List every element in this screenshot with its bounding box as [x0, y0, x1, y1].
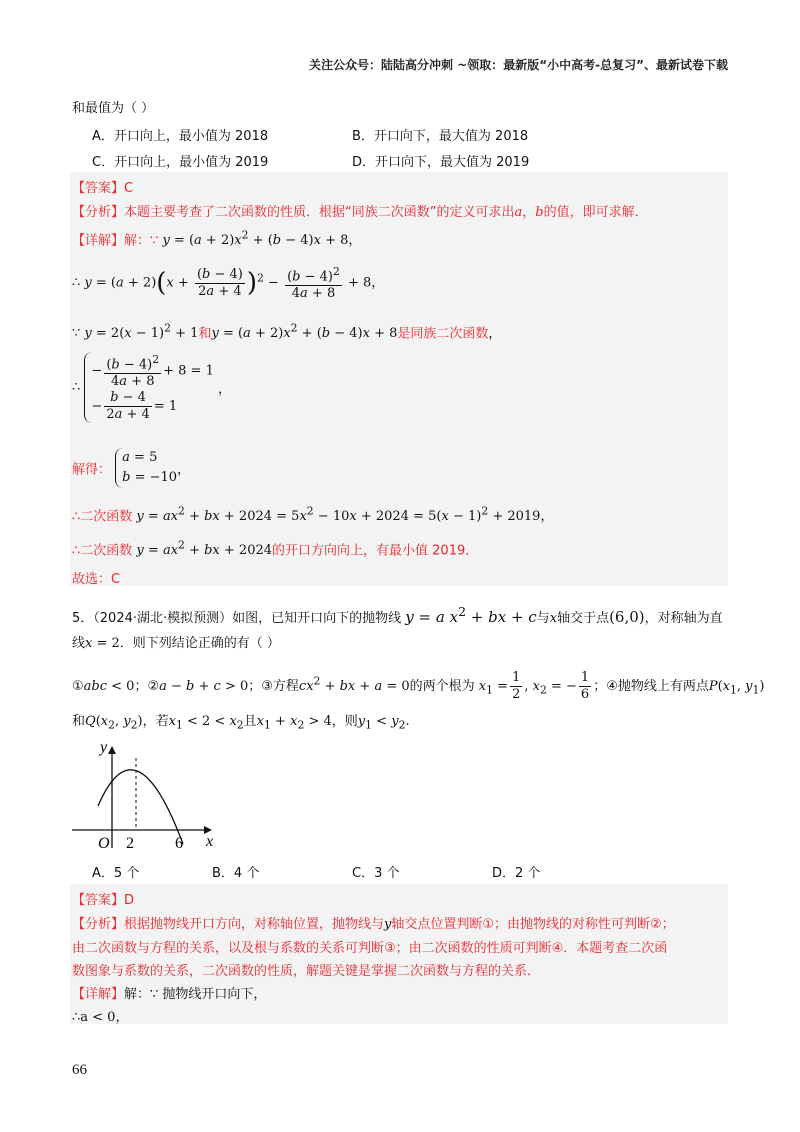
q5-c1: ①: [72, 679, 84, 694]
q4-option-a: A．开口向上，最小值为 2018: [92, 129, 269, 144]
q5-source: （2024·湖北·模拟预测）: [93, 611, 233, 626]
q4-solution: 解得： a = 5 b = −10 ，: [72, 448, 190, 488]
q4-step-3-and: 和: [198, 326, 212, 342]
q4-detail-label: 【详解】: [72, 233, 125, 249]
q4-detail-jie: 解：∵: [124, 233, 159, 249]
q5-text-3: 轴交于点: [557, 611, 610, 626]
q5-stem-line-2: 线x = 2．则下列结论正确的有（ ）: [72, 636, 280, 651]
q5-c8: 且: [243, 714, 257, 729]
q4-step-7-claim: 的开口方向向上，有最小值 2019．: [272, 543, 479, 559]
q5-analysis-line-1: 【分析】根据抛物线开口方向，对称轴位置，抛物线与y轴交点位置判断①；由抛物线的对称性可判断②；: [72, 917, 675, 932]
q5-option-a: A．5 个: [92, 866, 140, 881]
q4-analysis-b: b: [535, 205, 544, 220]
q4-step-7: ∴二次函数 $y = ax^2$ + bx + 2024的开口方向向上，有最小值 2019．: [72, 539, 479, 559]
q5-detail-line: [72, 983, 266, 1002]
q5-answer: 【答案】D: [72, 893, 135, 908]
q4-solution-label: 解得：: [72, 462, 112, 478]
q5-last-line: ∴a < 0，: [72, 1010, 129, 1025]
parabola-graph: [68, 738, 218, 856]
tick-2-label: 2: [126, 835, 134, 852]
q4-analysis: [72, 201, 648, 220]
parabola-curve: [98, 770, 183, 844]
q5-option-c: C．3 个: [352, 866, 400, 881]
q4-tail: 和最值为（ ）: [72, 101, 155, 116]
q4-step-3-claim: 是同族二次函数: [397, 326, 489, 342]
q5-conclusions-line-2: 和$Q(x_2$, $y_2$)，若$x_1 < 2 < x_2$且$x_1 + x_2 > 4$，则$y_1 < y_2$.: [72, 714, 410, 732]
q4-step-3: ∵ $y = 2(x - 1)^2 + 1$和$y = (a + 2)x^2 + (b - 4)x + 8$是同族二次函数，: [72, 322, 502, 342]
q5-c3: ；③方程: [248, 679, 299, 694]
q5-conclusions-line-1: ①abc < 0；②a − b + c > 0；③方程$cx^2$ + bx + a = 0的两个根为 $x_1$ = $\frac{1}{2}$ , $x_2$ = − $\frac{1}{6}$ ；④抛物线上有两点$P(x_1$, $y_1$): [72, 670, 765, 702]
q4-choose: 故选：C: [72, 572, 121, 587]
q5-analysis-1: 【分析】根据抛物线开口方向，对称轴位置，抛物线与: [72, 917, 385, 932]
tick-6-label: 6: [175, 835, 183, 852]
q5-option-b: B．4 个: [212, 866, 260, 881]
origin-label: O: [98, 835, 110, 852]
q4-answer: 【答案】C: [72, 181, 134, 196]
q5-c6: 和: [72, 714, 86, 729]
page-header: 关注公众号：陆陆高分冲刺 ~领取：最新版“小中高考-总复习”、最新试卷下载: [309, 58, 728, 72]
q4-step-6-prefix: ∴二次函数: [72, 509, 133, 525]
q4-equation-2: ∴ y = (a + 2)(x + $\frac{(b - 4)}{2a + 4}$ )$^2$ − $\frac{(b - 4)^2}{4a + 8}$ + 8，: [72, 265, 385, 302]
q4-equation-1: $y = (a + 2)x^2 + (b - 4)x + 8$，: [162, 229, 362, 249]
q5-c5: ；④抛物线上有两点: [593, 679, 709, 694]
q4-system: ∴ − $\frac{(b - 4)^2}{4a + 8}$ + 8 = 1 − $\frac{b - 4}{2a + 4}$ = 1 ，: [72, 353, 232, 423]
q5-line-2b: ．则下列结论正确的有（ ）: [119, 636, 280, 651]
q4-analysis-a: a: [514, 205, 523, 220]
q5-analysis-1b: 轴交点位置判断①；由抛物线的对称性可判断②；: [391, 917, 675, 932]
q4-detail-line: [72, 229, 361, 248]
q5-detail-text: 解：∵ 抛物线开口向下，: [124, 987, 267, 1002]
q4-option-b: B．开口向下，最大值为 2018: [352, 129, 529, 144]
q5-line-2a: 线: [72, 636, 86, 651]
q5-stem-line-1: 5．（2024·湖北·模拟预测）如图，已知开口向下的抛物线 y = a $x^2$ + bx + c与x轴交于点(6,0)，对称轴为直: [72, 604, 723, 626]
q4-analysis-end: 的值，即可求解．: [543, 205, 648, 220]
q5-c9: ，则: [331, 714, 358, 729]
y-axis-arrow: [108, 746, 116, 754]
x-label: x: [206, 833, 214, 850]
q4-analysis-sep: ，: [522, 205, 536, 220]
q5-analysis-line-3: 数图象与系数的关系，二次函数的性质，解题关键是掌握二次函数与方程的关系．: [72, 964, 541, 979]
q4-analysis-text: 【分析】本题主要考查了二次函数的性质．根据“同族二次函数”的定义可求出: [72, 205, 515, 220]
q5-analysis-line-2: 由二次函数与方程的关系，以及根与系数的关系可判断③；由二次函数的性质可判断④．本题考查二次函: [72, 941, 668, 956]
y-label: y: [100, 739, 108, 756]
q5-text-1: 如图，已知开口向下的抛物线: [232, 611, 402, 626]
q5-detail-label: 【详解】: [72, 987, 125, 1002]
q5-c4: 的两个根为: [409, 679, 475, 694]
q4-option-c: C．开口向上，最小值为 2019: [92, 155, 269, 170]
q5-number: 5．: [72, 611, 94, 626]
q4-step-7-prefix: ∴二次函数: [72, 543, 133, 559]
q5-c7: ，若: [142, 714, 169, 729]
q5-text-4: ，对称轴为直: [644, 611, 723, 626]
page-number: 66: [72, 1062, 87, 1078]
q5-c2: ；②: [134, 679, 160, 694]
q4-option-d: D．开口向下，最大值为 2019: [352, 155, 530, 170]
q4-step-6: ∴二次函数 $y = ax^2$ + bx + $2024 = 5x^2 - 10x + 2024 = 5(x - 1)^2 + 2019$，: [72, 505, 554, 525]
q5-text-2: 与: [536, 611, 550, 626]
q5-option-d: D．2 个: [492, 866, 541, 881]
